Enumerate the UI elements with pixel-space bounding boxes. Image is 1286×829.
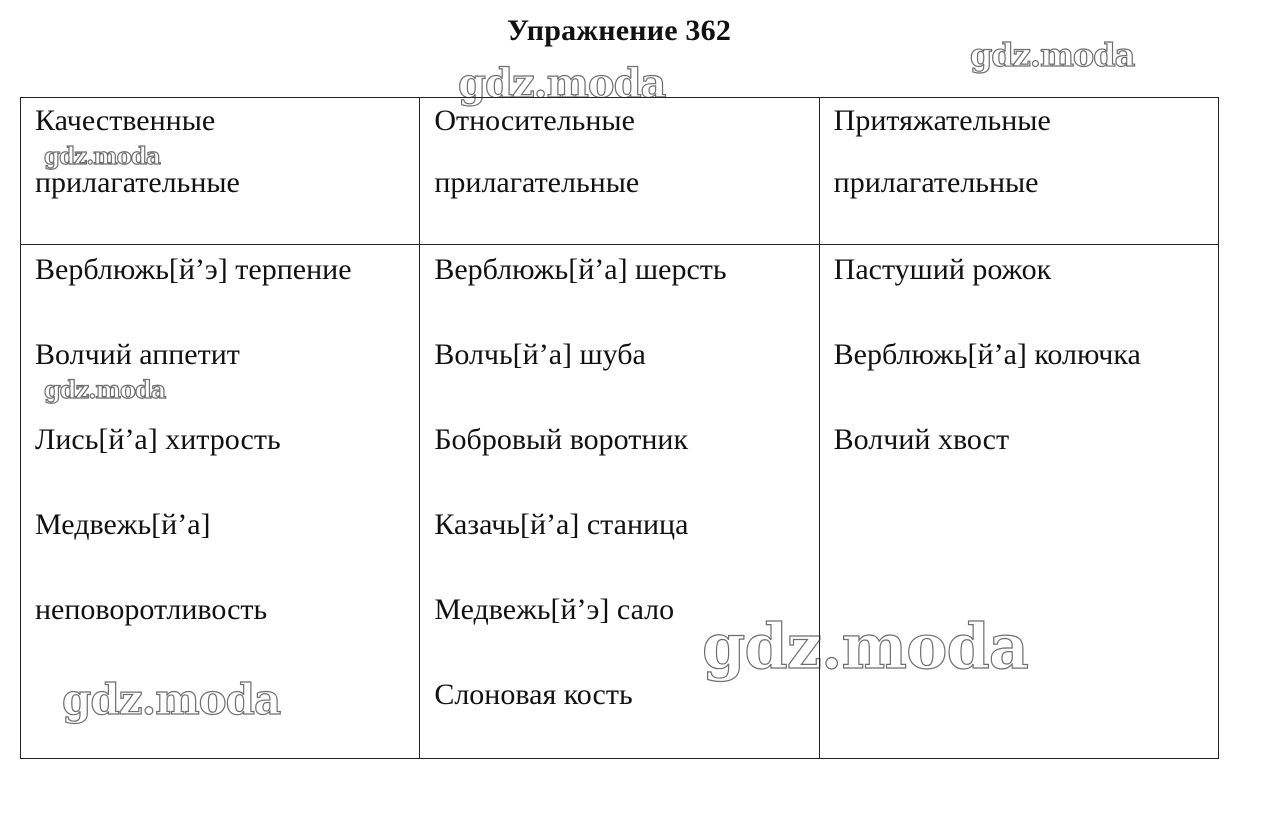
list-item: Казачь[й’а] станица [434,508,689,541]
header-qualitative: Качественные прилагательные [21,98,420,245]
watermark-logo: gdz.moda [970,36,1135,74]
watermark-logo: gdz.moda [44,375,166,404]
list-item: Верблюжь[й’а] шерсть [434,253,727,286]
list-item: Бобровый воротник [434,423,689,456]
body-row [21,245,1219,759]
exercise-title: Упражнение 362 [506,14,732,47]
adjectives-table [20,97,1219,759]
list-item: Лись[й’а] хитрость [35,423,281,456]
list-item: Медвежь[й’а] [35,508,211,541]
watermark-logo: gdz.moda [702,610,1028,683]
header-relative: Относительные прилагательные [420,98,819,245]
header-possessive: Притяжательные прилагательные [819,98,1218,245]
watermark-logo: gdz.moda [62,675,281,724]
column-relative [420,245,819,759]
list-item: Волчий аппетит [35,338,240,371]
list-item: Слоновая кость [434,678,633,711]
list-item: Верблюжь[й’а] колючка [833,338,1141,371]
list-item: Волчь[й’а] шуба [434,338,646,371]
header-row [21,98,1219,245]
watermark-logo: gdz.moda [458,60,666,107]
list-item: Верблюжь[й’э] терпение [35,253,352,286]
column-qualitative [21,245,420,759]
list-item: Пастуший рожок [833,253,1052,286]
list-item: Медвежь[й’э] сало [434,593,675,626]
list-item: Волчий хвост [833,423,1010,456]
list-item: неповоротливость [35,593,268,626]
watermark-logo: gdz.moda [44,143,160,170]
column-possessive [819,245,1218,759]
